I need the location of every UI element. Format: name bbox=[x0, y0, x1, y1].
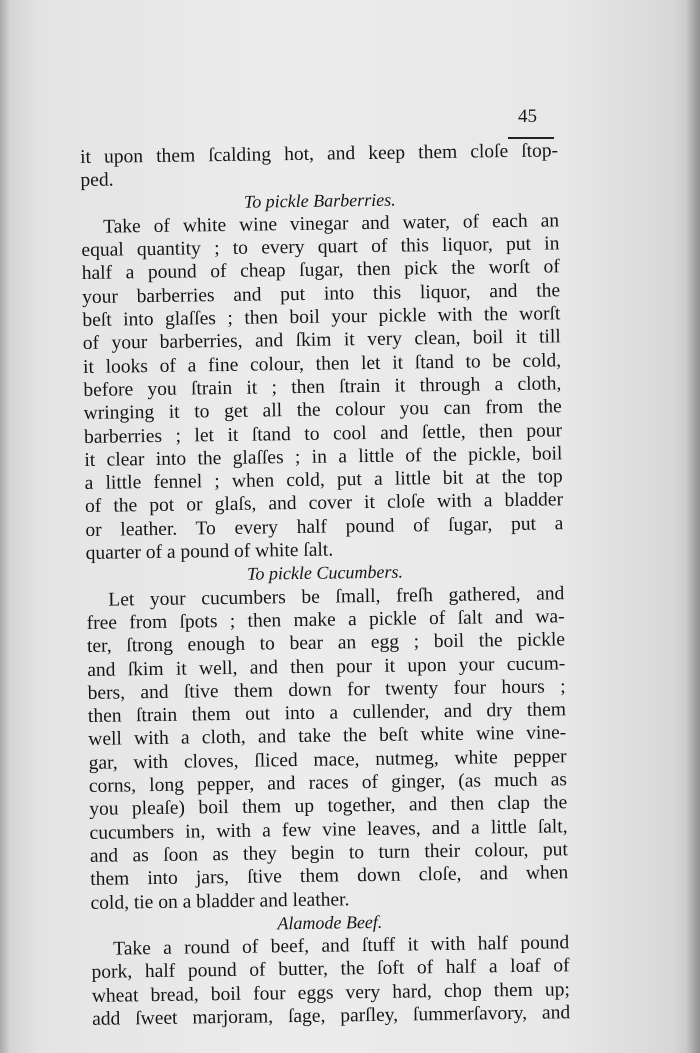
text-line: corns, long pepper, and races of ginger, (as much as bbox=[88, 769, 568, 797]
recipe-heading: To pickle Barberries. bbox=[243, 189, 396, 212]
text-line: and ſkim it well, and then pour it upon your cucum- bbox=[87, 652, 566, 681]
recipe-heading: To pickle Cucumbers. bbox=[246, 561, 404, 585]
text-line: cold, tie on a bladder and leather. bbox=[90, 888, 350, 914]
gutter-shadow bbox=[0, 0, 10, 1053]
page-number: 45 bbox=[518, 106, 537, 127]
text-line: wringing it to get all the colour you can from the bbox=[83, 396, 562, 425]
text-line: and as ſoon as they begin to turn their colour, put bbox=[89, 839, 569, 867]
text-line: barberries ; let it ſtand to cool and ſettle, then pour bbox=[83, 419, 563, 448]
text-line: ter, ſtrong enough to bear an egg ; boil the pickle bbox=[86, 629, 566, 658]
text-line: gar, with cloves, ſliced mace, nutmeg, white pepper bbox=[88, 745, 567, 774]
text-line: your barberries and put into this liquor, and the bbox=[81, 280, 561, 308]
text-line: cucumbers in, with a few vine leaves, and a little ſalt, bbox=[89, 815, 568, 844]
text-line: free from ſpots ; then make a pickle of ſalt and wa- bbox=[86, 606, 565, 634]
text-line: Take a round of beef, and ſtuff it with half pound bbox=[113, 932, 570, 960]
page-text-block bbox=[80, 139, 570, 1031]
text-line: Let your cucumbers be ſmall, freſh gathered, and bbox=[108, 582, 565, 611]
text-line: wheat bread, boil four eggs very hard, chop them up; bbox=[91, 978, 570, 1007]
text-line: you pleaſe) boil them up together, and then clap the bbox=[89, 792, 568, 821]
text-line: it upon them ſcalding hot, and keep them cloſe ſtop- bbox=[80, 140, 559, 168]
text-line: beſt into glaſſes ; then boil your pickle with the worſt bbox=[82, 303, 561, 332]
text-line: of the pot or glaſs, and cover it cloſe with a bladder bbox=[84, 489, 564, 518]
text-line: them into jars, ſtive them down cloſe, and when bbox=[90, 862, 569, 891]
text-line: pork, half pound of butter, the ſoft of half a loaf of bbox=[91, 955, 570, 984]
page-edge-shadow bbox=[686, 0, 700, 1053]
text-line: equal quantity ; to every quart of this liquor, put in bbox=[81, 233, 560, 262]
text-line: Take of white wine vinegar and water, of each an bbox=[102, 210, 560, 238]
text-line: ped. bbox=[80, 169, 114, 192]
text-line: half a pound of cheap ſugar, then pick the worſt of bbox=[81, 256, 560, 285]
text-line: then ſtrain them out into a cullender, and dry them bbox=[87, 699, 567, 728]
recipe-heading: Alamode Beef. bbox=[277, 911, 383, 934]
text-line: it clear into the glaſſes ; in a little of the pickle, boil bbox=[84, 443, 563, 471]
text-line: quarter of a pound of white ſalt. bbox=[85, 539, 334, 565]
text-line: well with a cloth, and take the beſt white wine vine- bbox=[88, 722, 567, 751]
text-line: a little fennel ; when cold, put a little bit at the top bbox=[84, 466, 563, 495]
text-line: of your barberries, and ſkim it very clean, boil it till bbox=[82, 326, 561, 355]
text-line: add ſweet marjoram, ſage, parſley, ſummerſavory, and bbox=[92, 1002, 571, 1030]
text-line: or leather. To every half pound of ſugar, put a bbox=[85, 513, 564, 541]
text-line: it looks of a fine colour, then let it ſtand to be cold, bbox=[82, 349, 562, 378]
text-line: before you ſtrain it ; then ſtrain it through a cloth, bbox=[83, 373, 562, 401]
text-line: bers, and ſtive them down for twenty four hours ; bbox=[87, 676, 566, 704]
